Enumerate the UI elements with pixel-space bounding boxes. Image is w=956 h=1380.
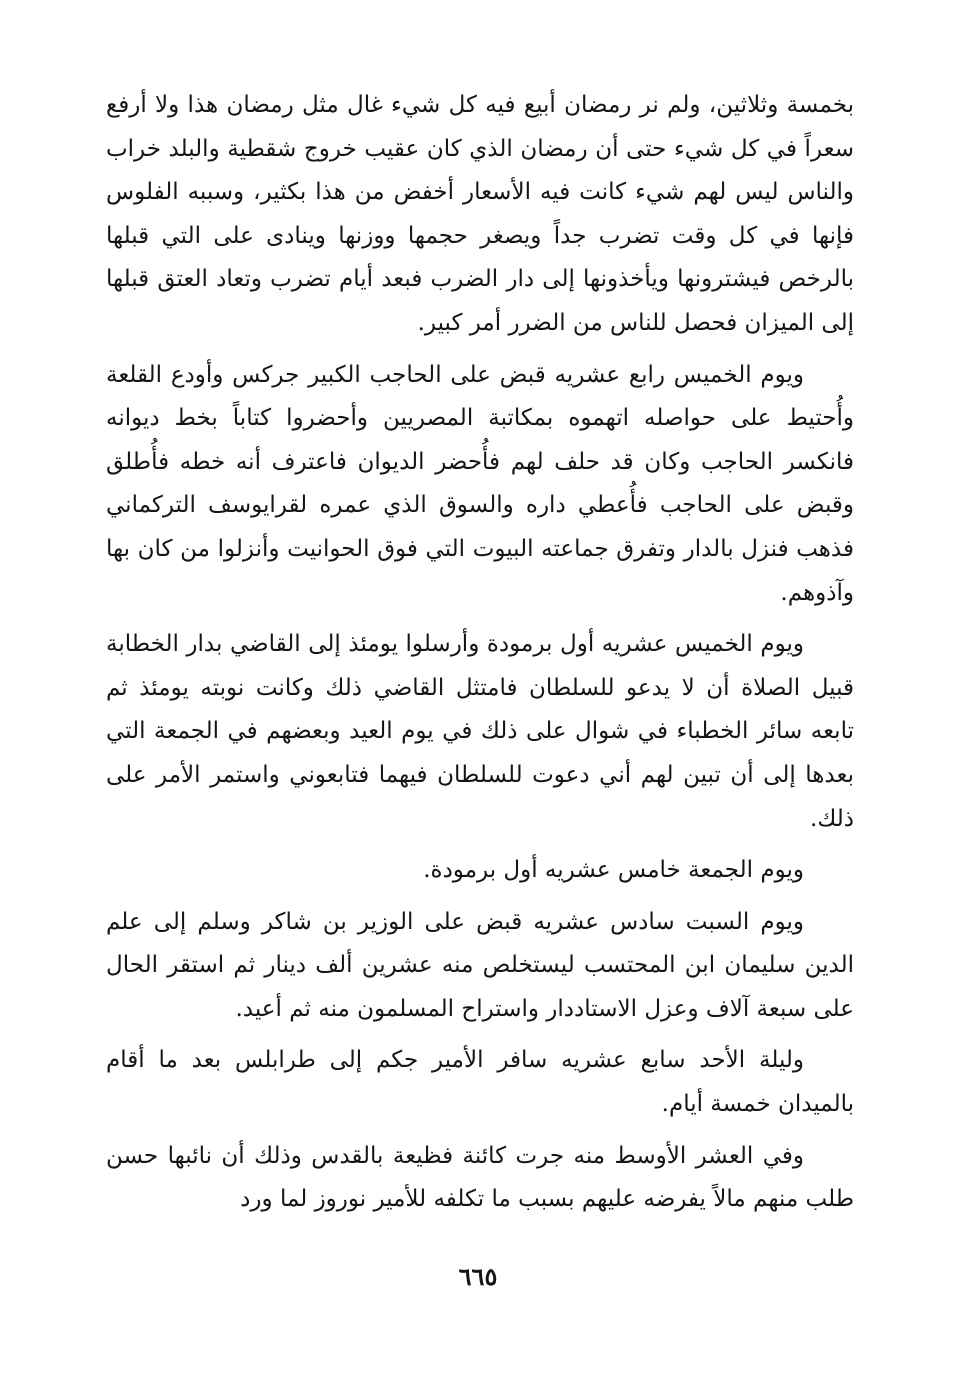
- paragraph: ويوم الخميس رابع عشريه قبض على الحاجب الكبير جركس وأودع القلعة وأُحتيط على حواصله اتهموه بمكاتبة المصريين وأحضروا كتاباً بخط ديوانه فانكسر الحاجب وكان قد حلف لهم فأُحضر الديوان فاعترف أنه خطه فأُطلق وقبض على الحاجب فأُعطي داره والسوق الذي عمره لقرايوسف التركماني فذهب فنزل بالدار وتفرق جماعته البيوت التي فوق الحوانيت وأنزلوا من كان بها وآذوهم.: [106, 361, 854, 606]
- paragraph: ويوم الجمعة خامس عشريه أول برمودة.: [423, 857, 804, 884]
- paragraph: ويوم السبت سادس عشريه قبض على الوزير بن شاكر وسلم إلى علم الدين سليمان ابن المحتسب ليستخلص منه عشرين ألف دينار ثم استقر الحال على سبعة آلاف وعزل الاستاددار واستراح المسلمون منه ثم أعيد.: [106, 908, 854, 1022]
- paragraph: بخمسة وثلاثين، ولم نر رمضان أبيع فيه كل شيء غال مثل رمضان هذا ولا أرفع سعراً في كل شيء حتى أن رمضان الذي كان عقيب خروج شقطية والبلد خراب والناس ليس لهم شيء كانت فيه الأسعار أخفض من هذا بكثير، وسببه الفلوس فإنها في كل وقت تضرب جداً ويصغر حجمها ووزنها وينادى على التي قبلها بالرخص فيشترونها ويأخذونها إلى دار الضرب فبعد أيام تضرب وتعاد العتق قبلها إلى الميزان فحصل للناس من الضرر أمر كبير.: [106, 92, 854, 336]
- body-text: [106, 84, 854, 1230]
- paragraph: وليلة الأحد سابع عشريه سافر الأمير جكم إلى طرابلس بعد ما أقام بالميدان خمسة أيام.: [106, 1047, 854, 1118]
- paragraph: ويوم الخميس عشريه أول برمودة وأرسلوا يومئذ إلى القاضي بدار الخطابة قبيل الصلاة أن لا يدعو للسلطان فامتثل القاضي ذلك وكانت نوبته يومئذ ثم تابعه سائر الخطباء في شوال على ذلك في يوم العيد وبعضهم في الجمعة التي بعدها إلى أن تبين لهم أني دعوت للسلطان فيهما فتابعوني واستمر الأمر على ذلك.: [106, 631, 854, 832]
- paragraph: وفي العشر الأوسط منه جرت كائنة فظيعة بالقدس وذلك أن نائبها حسن طلب منهم مالاً يفرضه عليهم بسبب ما تكلفه للأمير نوروز لما ورد: [106, 1142, 854, 1213]
- page-number: ٦٦٥: [458, 1262, 498, 1291]
